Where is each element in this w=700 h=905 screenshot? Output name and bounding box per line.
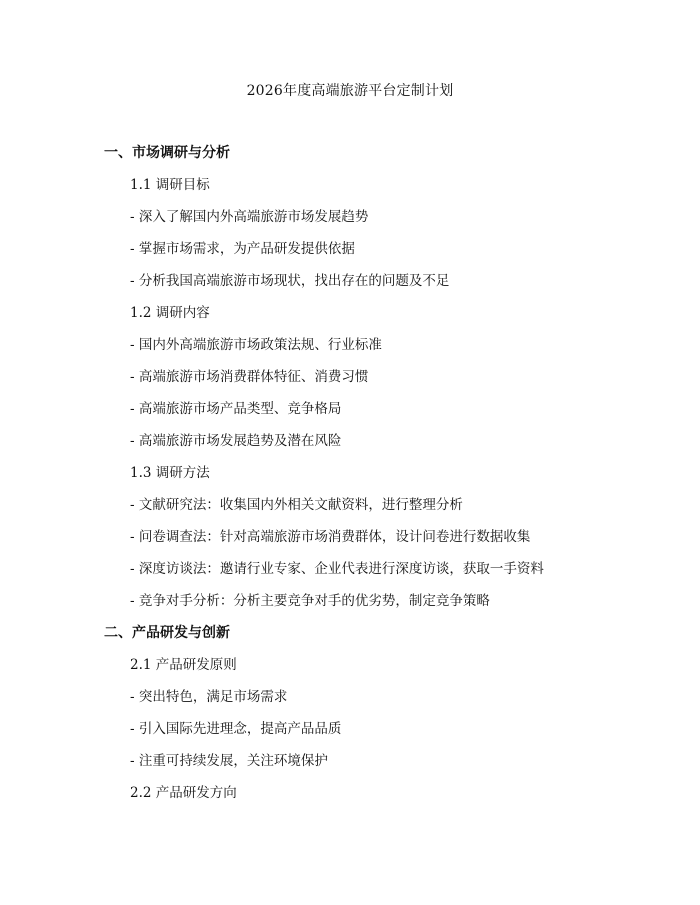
list-item: - 文献研究法：收集国内外相关文献资料，进行整理分析	[130, 497, 463, 513]
subsection-heading: 1.1 调研目标	[130, 177, 210, 193]
list-item: - 高端旅游市场消费群体特征、消费习惯	[130, 369, 369, 385]
list-item: - 高端旅游市场产品类型、竞争格局	[130, 401, 342, 417]
list-item: - 国内外高端旅游市场政策法规、行业标准	[130, 337, 382, 353]
list-item: - 注重可持续发展，关注环境保护	[130, 753, 328, 769]
list-item: - 掌握市场需求，为产品研发提供依据	[130, 241, 355, 257]
subsection-heading: 2.1 产品研发原则	[130, 657, 237, 673]
document-title: 2026年度高端旅游平台定制计划	[246, 83, 454, 99]
list-item: - 高端旅游市场发展趋势及潜在风险	[130, 433, 342, 449]
subsection-heading: 1.2 调研内容	[130, 305, 210, 321]
document-body	[104, 144, 664, 816]
section-heading: 二、产品研发与创新	[104, 625, 230, 641]
list-item: - 深度访谈法：邀请行业专家、企业代表进行深度访谈，获取一手资料	[130, 561, 544, 577]
subsection-heading: 1.3 调研方法	[130, 465, 210, 481]
list-item: - 深入了解国内外高端旅游市场发展趋势	[130, 209, 369, 225]
list-item: - 分析我国高端旅游市场现状，找出存在的问题及不足	[130, 273, 450, 289]
subsection-heading: 2.2 产品研发方向	[130, 785, 237, 801]
section-heading: 一、市场调研与分析	[104, 145, 230, 161]
list-item: - 突出特色，满足市场需求	[130, 689, 288, 705]
list-item: - 引入国际先进理念，提高产品品质	[130, 721, 342, 737]
list-item: - 竞争对手分析：分析主要竞争对手的优劣势，制定竞争策略	[130, 593, 490, 609]
list-item: - 问卷调查法：针对高端旅游市场消费群体，设计问卷进行数据收集	[130, 529, 531, 545]
